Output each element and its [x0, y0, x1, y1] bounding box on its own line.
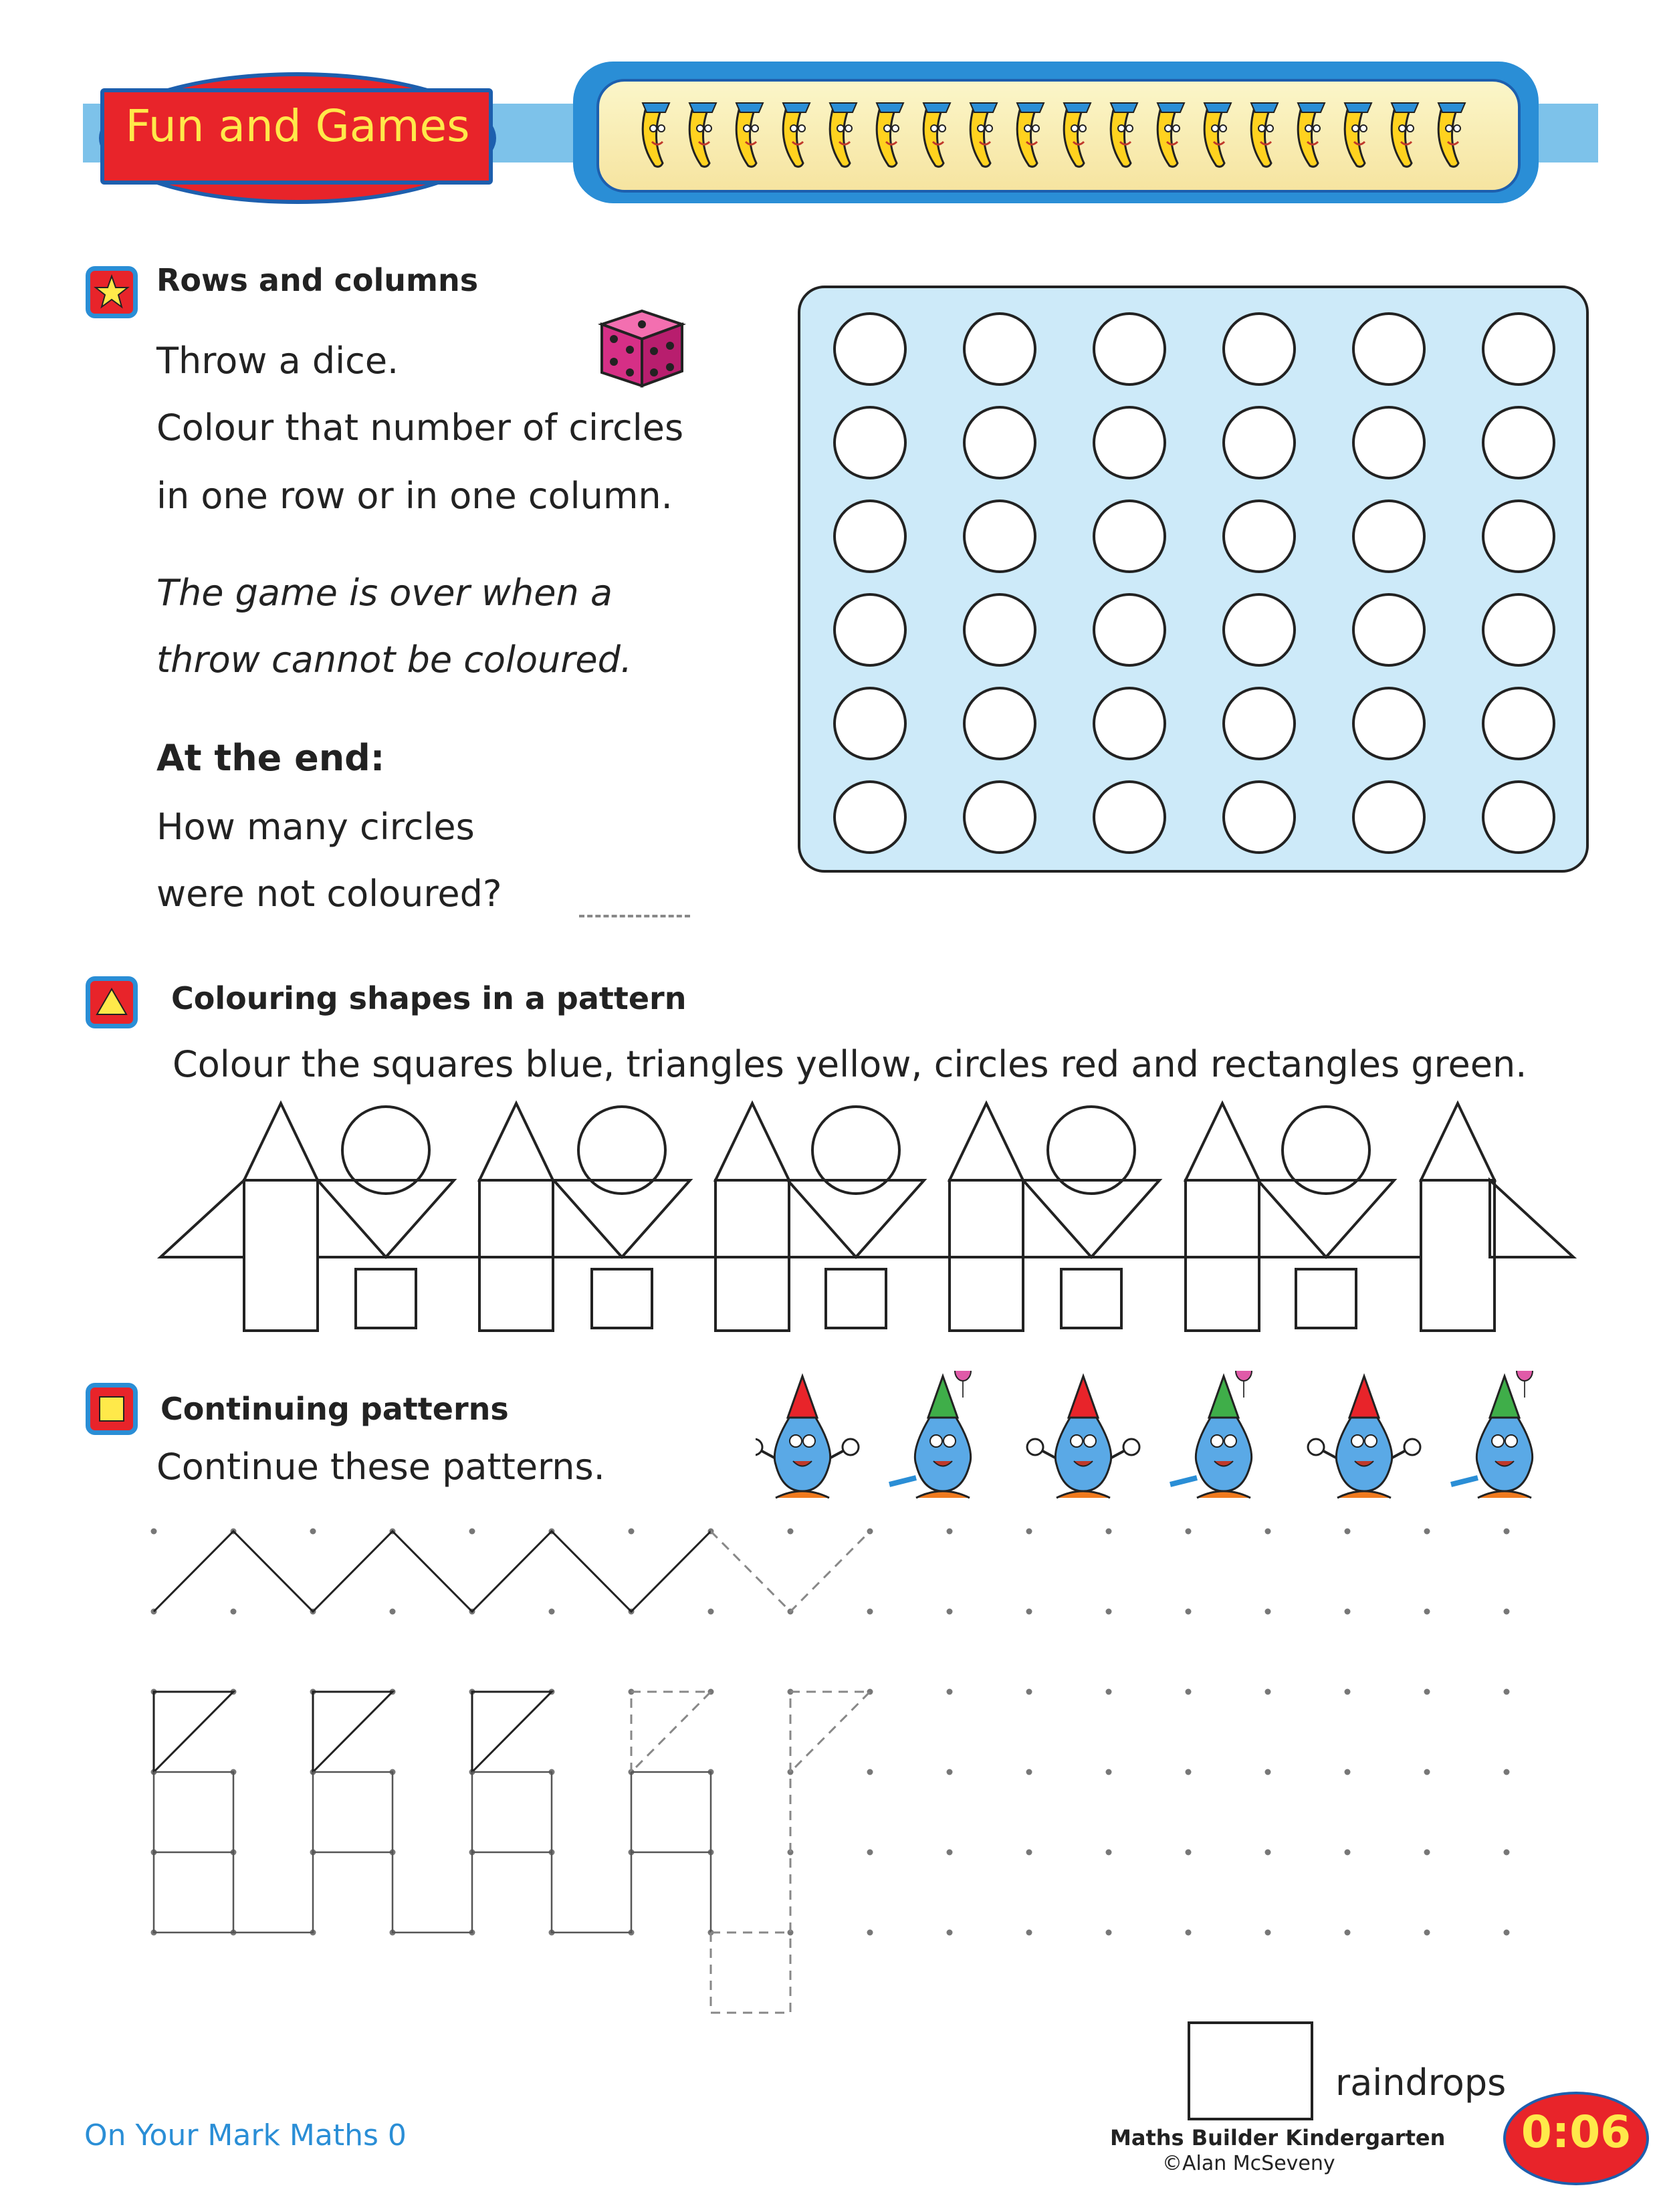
grid-dot — [1504, 1930, 1510, 1936]
dot-grid-patterns[interactable] — [134, 1505, 1538, 2039]
banana-character-icon — [1392, 103, 1418, 167]
grid-circle[interactable] — [1094, 407, 1165, 478]
section-title-continuing: Continuing patterns — [160, 1391, 509, 1427]
instruction-line: Throw a dice. — [156, 340, 399, 382]
clown-raindrop-icon — [1027, 1376, 1139, 1498]
square-wave-pattern — [154, 1852, 711, 1932]
grid-circle[interactable] — [1094, 314, 1165, 384]
grid-dot — [1424, 1689, 1430, 1695]
v-triangle[interactable] — [554, 1180, 690, 1257]
grid-circle[interactable] — [835, 688, 905, 759]
zigzag-guide — [711, 1531, 870, 1612]
grid-dot — [867, 1609, 873, 1615]
grid-dot — [867, 1930, 873, 1936]
banana-character-icon-row — [635, 86, 1478, 179]
grid-dot — [1504, 1769, 1510, 1775]
zigzag-pattern — [154, 1531, 711, 1612]
banana-character-icon — [1111, 103, 1137, 167]
v-triangle[interactable] — [318, 1180, 454, 1257]
grid-dot — [947, 1689, 953, 1695]
grid-circle[interactable] — [1353, 407, 1424, 478]
star-icon — [90, 271, 133, 314]
grid-dot — [1186, 1769, 1192, 1775]
grid-circle[interactable] — [1483, 314, 1554, 384]
grid-circle[interactable] — [1224, 782, 1295, 853]
grid-dot — [1345, 1689, 1351, 1695]
grid-circle[interactable] — [1483, 594, 1554, 665]
grid-dot — [1106, 1529, 1112, 1535]
grid-dot — [1424, 1769, 1430, 1775]
colour-instruction: Colour the squares blue, triangles yellow, circles red and rectangles green. — [173, 1043, 1527, 1085]
grid-circle[interactable] — [1094, 782, 1165, 853]
square-wave-guide — [711, 1772, 790, 2013]
tall-rectangle[interactable] — [479, 1180, 553, 1331]
tall-rectangle[interactable] — [244, 1180, 318, 1331]
v-triangle[interactable] — [788, 1180, 924, 1257]
grid-dot — [867, 1769, 873, 1775]
section-title-shapes-pattern: Colouring shapes in a pattern — [171, 980, 687, 1016]
grid-dot — [1026, 1529, 1032, 1535]
grid-dot — [629, 1529, 635, 1535]
section-square-badge — [86, 1383, 138, 1435]
grid-circle[interactable] — [1224, 594, 1295, 665]
top-triangle[interactable] — [715, 1103, 789, 1180]
tall-rectangle[interactable] — [715, 1180, 789, 1331]
grid-dot — [1265, 1529, 1271, 1535]
grid-circle[interactable] — [1094, 688, 1165, 759]
grid-dot — [469, 1529, 475, 1535]
instruction-line: in one row or in one column. — [156, 475, 673, 517]
triangle-icon — [90, 981, 133, 1024]
grid-dot — [708, 1609, 714, 1615]
banana-character-icon — [1157, 103, 1184, 167]
grid-dot — [947, 1769, 953, 1775]
banana-character-icon — [783, 103, 810, 167]
grid-circle[interactable] — [964, 407, 1035, 478]
shape-pattern — [154, 1097, 1591, 1337]
grid-dot — [1504, 1850, 1510, 1856]
grid-dot — [390, 1609, 396, 1615]
rule-line: The game is over when a — [156, 572, 613, 614]
banana-character-icon — [689, 103, 716, 167]
triangle-pattern — [472, 1692, 552, 1772]
banana-character-icon — [1345, 103, 1371, 167]
tall-rectangle[interactable] — [1421, 1180, 1495, 1331]
grid-dot — [1186, 1529, 1192, 1535]
pattern-square[interactable] — [1061, 1269, 1121, 1328]
grid-circle[interactable] — [1094, 501, 1165, 572]
grid-dot — [549, 1609, 555, 1615]
grid-dot — [1106, 1769, 1112, 1775]
v-triangle[interactable] — [1258, 1180, 1394, 1257]
grid-dot — [1186, 1850, 1192, 1856]
answer-line[interactable] — [579, 915, 690, 917]
banana-character-icon — [923, 103, 950, 167]
banana-character-icon — [877, 103, 903, 167]
question-line: How many circles — [156, 806, 475, 848]
clown-raindrop-icon — [756, 1376, 859, 1498]
square-icon — [90, 1388, 133, 1430]
grid-dot — [1026, 1930, 1032, 1936]
grid-circle[interactable] — [1353, 594, 1424, 665]
pattern-square[interactable] — [592, 1269, 652, 1328]
grid-dot — [1026, 1689, 1032, 1695]
raindrops-answer-box[interactable] — [1188, 2021, 1313, 2120]
grid-circle[interactable] — [835, 782, 905, 853]
grid-circle[interactable] — [835, 594, 905, 665]
grid-dot — [788, 1529, 794, 1535]
grid-dot — [1186, 1609, 1192, 1615]
grid-dot — [1424, 1609, 1430, 1615]
grid-dot — [1345, 1529, 1351, 1535]
grid-dot — [1504, 1529, 1510, 1535]
grid-dot — [947, 1930, 953, 1936]
banana-character-icon — [1017, 103, 1044, 167]
grid-circle[interactable] — [1353, 782, 1424, 853]
end-heading: At the end: — [156, 737, 385, 779]
pattern-square[interactable] — [356, 1269, 416, 1328]
copyright: ©Alan McSeveny — [1162, 2152, 1335, 2175]
top-triangle[interactable] — [244, 1103, 318, 1180]
grid-dot — [1345, 1850, 1351, 1856]
clown-raindrop-icon — [1308, 1376, 1420, 1498]
top-triangle[interactable] — [1421, 1103, 1495, 1180]
grid-circle[interactable] — [1224, 314, 1295, 384]
grid-dot — [1106, 1689, 1112, 1695]
banana-character-icon — [1064, 103, 1091, 167]
grid-dot — [1186, 1689, 1192, 1695]
v-triangle[interactable] — [1023, 1180, 1159, 1257]
grid-circle[interactable] — [1483, 407, 1554, 478]
banana-character-icon — [736, 103, 763, 167]
grid-circle[interactable] — [1483, 501, 1554, 572]
grid-dot — [151, 1529, 157, 1535]
grid-dot — [1265, 1769, 1271, 1775]
grid-dot — [1504, 1689, 1510, 1695]
banana-character-icon — [970, 103, 997, 167]
grid-dot — [867, 1850, 873, 1856]
grid-dot — [1265, 1850, 1271, 1856]
grid-dot — [1106, 1930, 1112, 1936]
section-triangle-badge — [86, 976, 138, 1028]
grid-circle[interactable] — [1353, 501, 1424, 572]
grid-dot — [947, 1850, 953, 1856]
grid-dot — [1186, 1930, 1192, 1936]
grid-circle[interactable] — [835, 501, 905, 572]
triangle-pattern — [313, 1692, 393, 1772]
triangle-guide — [790, 1692, 870, 1772]
grid-circle[interactable] — [964, 314, 1035, 384]
grid-circle[interactable] — [1094, 594, 1165, 665]
banana-character-icon — [830, 103, 857, 167]
party-raindrop-icon — [1170, 1371, 1252, 1498]
pattern-square[interactable] — [826, 1269, 886, 1328]
grid-dot — [1106, 1609, 1112, 1615]
page-title: Fun and Games — [125, 100, 470, 152]
book-name: Maths Builder Kindergarten — [1110, 2125, 1446, 2150]
section-star-badge — [86, 266, 138, 318]
grid-dot — [1265, 1689, 1271, 1695]
instruction-line: Colour that number of circles — [156, 407, 684, 449]
grid-circle[interactable] — [1224, 407, 1295, 478]
grid-dot — [1106, 1850, 1112, 1856]
grid-dot — [1265, 1930, 1271, 1936]
grid-dot — [1345, 1769, 1351, 1775]
grid-circle[interactable] — [835, 407, 905, 478]
circle-grid — [798, 286, 1589, 873]
top-triangle[interactable] — [950, 1103, 1023, 1180]
grid-dot — [1504, 1609, 1510, 1615]
grid-dot — [231, 1609, 237, 1615]
question-line: were not coloured? — [156, 873, 502, 915]
page-number: 0:06 — [1521, 2106, 1632, 2158]
grid-dot — [1345, 1609, 1351, 1615]
grid-circle[interactable] — [964, 501, 1035, 572]
side-triangle[interactable] — [1490, 1180, 1573, 1257]
grid-dot — [1026, 1609, 1032, 1615]
grid-dot — [1424, 1850, 1430, 1856]
grid-dot — [310, 1529, 316, 1535]
triangle-pattern — [154, 1692, 233, 1772]
triangle-guide — [631, 1692, 711, 1772]
banana-character-icon — [1204, 103, 1231, 167]
grid-circle[interactable] — [1224, 688, 1295, 759]
continue-instruction: Continue these patterns. — [156, 1446, 605, 1488]
grid-circle[interactable] — [964, 594, 1035, 665]
grid-circle[interactable] — [964, 782, 1035, 853]
banana-character-icon — [1298, 103, 1325, 167]
grid-dot — [1026, 1769, 1032, 1775]
grid-dot — [1345, 1930, 1351, 1936]
grid-dot — [1424, 1930, 1430, 1936]
grid-dot — [1026, 1850, 1032, 1856]
raindrop-character-row — [756, 1371, 1591, 1505]
grid-circle[interactable] — [1224, 501, 1295, 572]
grid-circle[interactable] — [1483, 782, 1554, 853]
top-triangle[interactable] — [479, 1103, 553, 1180]
grid-circle[interactable] — [1483, 688, 1554, 759]
series-name: On Your Mark Maths 0 — [84, 2118, 407, 2152]
grid-dot — [947, 1609, 953, 1615]
grid-circle[interactable] — [1353, 314, 1424, 384]
pattern-square[interactable] — [1296, 1269, 1356, 1328]
tall-rectangle[interactable] — [1186, 1180, 1259, 1331]
party-raindrop-icon — [889, 1371, 971, 1498]
grid-dot — [947, 1529, 953, 1535]
grid-dot — [1265, 1609, 1271, 1615]
rule-line: throw cannot be coloured. — [156, 639, 633, 681]
side-triangle[interactable] — [160, 1180, 244, 1257]
banana-character-icon — [1438, 103, 1465, 167]
square-top-pattern — [154, 1772, 711, 1852]
section-title-rows-columns: Rows and columns — [156, 262, 479, 298]
grid-circle[interactable] — [1353, 688, 1424, 759]
grid-circle[interactable] — [835, 314, 905, 384]
tall-rectangle[interactable] — [950, 1180, 1023, 1331]
dice-icon — [595, 298, 689, 391]
grid-circle[interactable] — [964, 688, 1035, 759]
grid-dot — [1424, 1529, 1430, 1535]
banana-character-icon — [643, 103, 669, 167]
banana-character-icon — [1251, 103, 1278, 167]
top-triangle[interactable] — [1186, 1103, 1259, 1180]
party-raindrop-icon — [1451, 1371, 1533, 1498]
raindrops-label: raindrops — [1335, 2062, 1507, 2104]
